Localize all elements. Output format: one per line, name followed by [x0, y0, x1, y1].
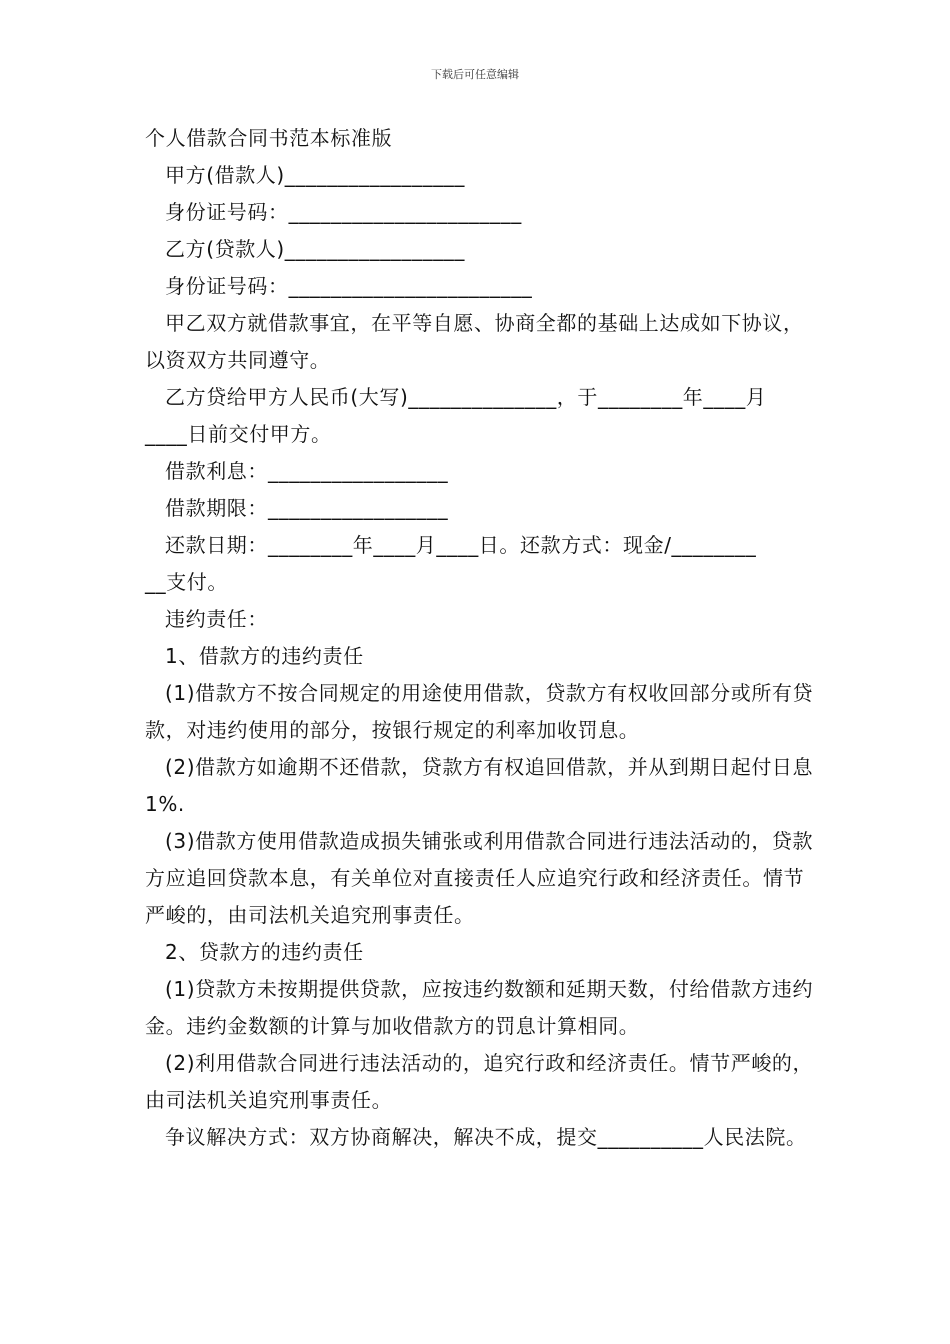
term-field: 借款期限：_________________ [165, 496, 449, 520]
loan-amount-line-2: ____日前交付甲方。 [145, 422, 332, 446]
party-a-id-field: 身份证号码：______________________ [165, 200, 522, 224]
party-b-field: 乙方(贷款人)_________________ [165, 237, 466, 261]
section-1-heading: 1、借款方的违约责任 [165, 644, 364, 668]
dispute-clause: 争议解决方式：双方协商解决，解决不成，提交__________人民法院。 [165, 1125, 807, 1149]
repayment-line-2: __支付。 [145, 570, 228, 594]
intro-paragraph: 甲乙双方就借款事宜，在平等自愿、协商全都的基础上达成如下协议，以资双方共同遵守。 [145, 311, 804, 372]
section-1-clause-2: (2)借款方如逾期不还借款，贷款方有权追回借款，并从到期日起付日息 1%. [145, 755, 814, 816]
party-b-id-field: 身份证号码：_______________________ [165, 274, 533, 298]
section-2-clause-2: (2)利用借款合同进行违法活动的，追究行政和经济责任。情节严峻的，由司法机关追究刑事责任。 [145, 1051, 814, 1112]
page-header: 下载后可任意编辑 [431, 68, 519, 81]
repayment-line-1: 还款日期：________年____月____日。还款方式：现金/________ [165, 533, 757, 557]
liability-heading: 违约责任： [165, 607, 268, 631]
interest-field: 借款利息：_________________ [165, 459, 449, 483]
section-2-heading: 2、贷款方的违约责任 [165, 940, 364, 964]
section-1-clause-1: (1)借款方不按合同规定的用途使用借款，贷款方有权收回部分或所有贷款，对违约使用的部分，按银行规定的利率加收罚息。 [145, 681, 814, 742]
document-title: 个人借款合同书范本标准版 [145, 126, 393, 150]
section-2-clause-1: (1)贷款方未按期提供贷款，应按违约数额和延期天数，付给借款方违约金。违约金数额的计算与加收借款方的罚息计算相同。 [145, 977, 814, 1038]
contract-body [145, 120, 820, 1156]
section-1-clause-3: (3)借款方使用借款造成损失铺张或利用借款合同进行违法活动的，贷款方应追回贷款本息，有关单位对直接责任人应追究行政和经济责任。情节严峻的，由司法机关追究刑事责任。 [145, 829, 814, 927]
loan-amount-line-1: 乙方贷给甲方人民币(大写)______________，于________年____月 [165, 385, 767, 409]
party-a-field: 甲方(借款人)_________________ [165, 163, 466, 187]
